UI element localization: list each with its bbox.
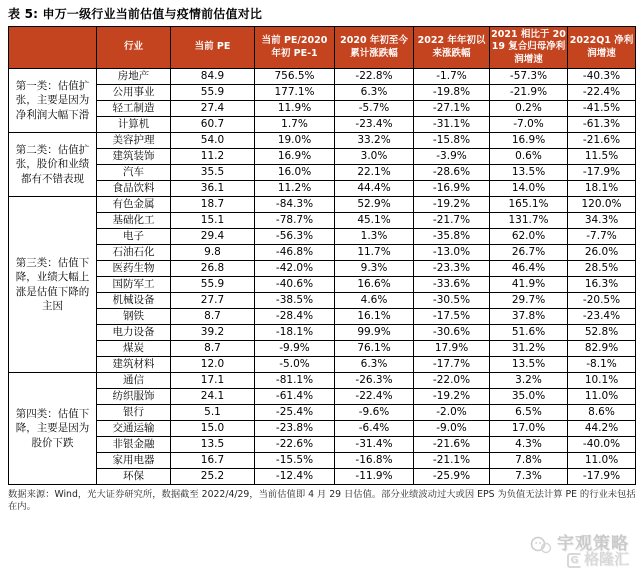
industry-cell: 计算机: [97, 117, 171, 133]
value-cell: -28.6%: [414, 165, 490, 181]
value-cell: 1.3%: [335, 229, 414, 245]
value-cell: 6.3%: [335, 357, 414, 373]
value-cell: 1.7%: [255, 117, 335, 133]
value-cell: 8.6%: [568, 405, 636, 421]
value-cell: 165.1%: [490, 197, 568, 213]
value-cell: -23.3%: [414, 261, 490, 277]
industry-cell: 有色金属: [97, 197, 171, 213]
value-cell: -9.9%: [255, 341, 335, 357]
value-cell: 11.0%: [568, 389, 636, 405]
value-cell: -19.8%: [414, 85, 490, 101]
value-cell: -38.5%: [255, 293, 335, 309]
value-cell: -40.3%: [568, 69, 636, 85]
industry-cell: 电子: [97, 229, 171, 245]
table-row: [9, 181, 636, 197]
value-cell: -19.2%: [414, 389, 490, 405]
value-cell: -12.4%: [255, 469, 335, 485]
industry-cell: 钢铁: [97, 309, 171, 325]
table-row: [9, 469, 636, 485]
value-cell: -2.0%: [414, 405, 490, 421]
value-cell: -31.1%: [414, 117, 490, 133]
value-cell: 9.3%: [335, 261, 414, 277]
value-cell: 7.3%: [490, 469, 568, 485]
value-cell: 8.7: [171, 341, 255, 357]
value-cell: -15.8%: [414, 133, 490, 149]
source-note: 数据来源：Wind，光大证券研究所，数据截至 2022/4/29，当前估值即 4 月 29 日估值。部分业绩波动过大或因 EPS 为负值无法计算 PE 的行业未包括在内。: [8, 489, 636, 513]
value-cell: -5.7%: [335, 101, 414, 117]
industry-cell: 建筑装饰: [97, 149, 171, 165]
value-cell: 13.5: [171, 437, 255, 453]
value-cell: 34.3%: [568, 213, 636, 229]
value-cell: -17.9%: [568, 469, 636, 485]
value-cell: 0.6%: [490, 149, 568, 165]
value-cell: -33.6%: [414, 277, 490, 293]
table-row: [9, 229, 636, 245]
industry-cell: 煤炭: [97, 341, 171, 357]
industry-cell: 基础化工: [97, 213, 171, 229]
table-row: [9, 309, 636, 325]
value-cell: -20.5%: [568, 293, 636, 309]
category-label-cell: 第一类：估值扩张，主要是因为净利润大幅下滑: [9, 69, 97, 133]
value-cell: -1.7%: [414, 69, 490, 85]
value-cell: -84.3%: [255, 197, 335, 213]
value-cell: -22.6%: [255, 437, 335, 453]
value-cell: 37.8%: [490, 309, 568, 325]
value-cell: -40.0%: [568, 437, 636, 453]
value-cell: 25.2: [171, 469, 255, 485]
value-cell: 9.8: [171, 245, 255, 261]
value-cell: 13.5%: [490, 357, 568, 373]
value-cell: -27.1%: [414, 101, 490, 117]
value-cell: 76.1%: [335, 341, 414, 357]
value-cell: 6.3%: [335, 85, 414, 101]
table-row: [9, 85, 636, 101]
value-cell: -42.0%: [255, 261, 335, 277]
value-cell: 16.0%: [255, 165, 335, 181]
value-cell: 11.9%: [255, 101, 335, 117]
value-cell: -23.4%: [568, 309, 636, 325]
table-row: [9, 437, 636, 453]
value-cell: 7.8%: [490, 453, 568, 469]
value-cell: 18.7: [171, 197, 255, 213]
value-cell: 26.7%: [490, 245, 568, 261]
industry-cell: 机械设备: [97, 293, 171, 309]
value-cell: 99.9%: [335, 325, 414, 341]
value-cell: 29.7%: [490, 293, 568, 309]
value-cell: -25.4%: [255, 405, 335, 421]
industry-cell: 国防军工: [97, 277, 171, 293]
value-cell: 55.9: [171, 85, 255, 101]
column-header-cell: 2022Q1 净利润增速: [568, 27, 636, 69]
table-row: [9, 453, 636, 469]
value-cell: -56.3%: [255, 229, 335, 245]
industry-cell: 公用事业: [97, 85, 171, 101]
table-row: [9, 341, 636, 357]
corner-header-cell: [9, 27, 97, 69]
valuation-comparison-table: [8, 26, 636, 485]
value-cell: -17.5%: [414, 309, 490, 325]
value-cell: 16.6%: [335, 277, 414, 293]
table-header: [9, 27, 636, 69]
value-cell: -21.9%: [490, 85, 568, 101]
value-cell: 10.1%: [568, 373, 636, 389]
value-cell: -5.0%: [255, 357, 335, 373]
table-row: [9, 261, 636, 277]
table-row: [9, 165, 636, 181]
value-cell: 51.6%: [490, 325, 568, 341]
category-label-cell: 第三类：估值下降，业绩大幅上涨是估值下降的主因: [9, 197, 97, 373]
value-cell: 17.1: [171, 373, 255, 389]
value-cell: -17.9%: [568, 165, 636, 181]
industry-cell: 电力设备: [97, 325, 171, 341]
header-row: [9, 27, 636, 69]
table-row: [9, 133, 636, 149]
value-cell: 35.5: [171, 165, 255, 181]
value-cell: 3.0%: [335, 149, 414, 165]
value-cell: 17.9%: [414, 341, 490, 357]
value-cell: 3.2%: [490, 373, 568, 389]
value-cell: 13.5%: [490, 165, 568, 181]
column-header-cell: 2021 相比于 2019 复合归母净利润增速: [490, 27, 568, 69]
value-cell: 16.3%: [568, 277, 636, 293]
value-cell: -22.4%: [568, 85, 636, 101]
column-header-cell: 当前 PE: [171, 27, 255, 69]
value-cell: -21.6%: [568, 133, 636, 149]
value-cell: 11.7%: [335, 245, 414, 261]
value-cell: 120.0%: [568, 197, 636, 213]
value-cell: 82.9%: [568, 341, 636, 357]
watermark: [530, 536, 629, 568]
industry-cell: 建筑材料: [97, 357, 171, 373]
category-label-cell: 第四类：估值下降，主要是因为股价下跌: [9, 373, 97, 485]
value-cell: -26.3%: [335, 373, 414, 389]
value-cell: 52.8%: [568, 325, 636, 341]
column-header-cell: 行业: [97, 27, 171, 69]
value-cell: -21.6%: [414, 437, 490, 453]
table-row: [9, 197, 636, 213]
value-cell: -21.1%: [414, 453, 490, 469]
value-cell: 26.8: [171, 261, 255, 277]
value-cell: 4.3%: [490, 437, 568, 453]
value-cell: 15.0: [171, 421, 255, 437]
value-cell: -28.4%: [255, 309, 335, 325]
watermark-site-text: 格隆汇: [583, 550, 629, 569]
table-body: [9, 69, 636, 485]
value-cell: -16.9%: [414, 181, 490, 197]
value-cell: -15.5%: [255, 453, 335, 469]
value-cell: 8.7: [171, 309, 255, 325]
table-row: [9, 421, 636, 437]
table-row: [9, 293, 636, 309]
industry-cell: 医药生物: [97, 261, 171, 277]
value-cell: 62.0%: [490, 229, 568, 245]
value-cell: 16.7: [171, 453, 255, 469]
value-cell: 31.2%: [490, 341, 568, 357]
value-cell: 17.0%: [490, 421, 568, 437]
table-row: [9, 357, 636, 373]
value-cell: -78.7%: [255, 213, 335, 229]
value-cell: -6.4%: [335, 421, 414, 437]
value-cell: 29.4: [171, 229, 255, 245]
value-cell: -40.6%: [255, 277, 335, 293]
value-cell: 5.1: [171, 405, 255, 421]
table-row: [9, 325, 636, 341]
value-cell: -7.7%: [568, 229, 636, 245]
value-cell: -23.8%: [255, 421, 335, 437]
table-row: [9, 149, 636, 165]
value-cell: 33.2%: [335, 133, 414, 149]
value-cell: -22.0%: [414, 373, 490, 389]
value-cell: 39.2: [171, 325, 255, 341]
column-header-cell: 2020 年初至今累计涨跌幅: [335, 27, 414, 69]
value-cell: -17.7%: [414, 357, 490, 373]
value-cell: -81.1%: [255, 373, 335, 389]
value-cell: -8.1%: [568, 357, 636, 373]
value-cell: -16.8%: [335, 453, 414, 469]
value-cell: -30.6%: [414, 325, 490, 341]
value-cell: -41.5%: [568, 101, 636, 117]
column-header-cell: 当前 PE/2020 年初 PE-1: [255, 27, 335, 69]
industry-cell: 通信: [97, 373, 171, 389]
value-cell: -13.0%: [414, 245, 490, 261]
value-cell: -46.8%: [255, 245, 335, 261]
value-cell: -9.0%: [414, 421, 490, 437]
value-cell: 84.9: [171, 69, 255, 85]
value-cell: 11.0%: [568, 453, 636, 469]
value-cell: 18.1%: [568, 181, 636, 197]
value-cell: 36.1: [171, 181, 255, 197]
value-cell: 14.0%: [490, 181, 568, 197]
value-cell: 44.4%: [335, 181, 414, 197]
value-cell: 6.5%: [490, 405, 568, 421]
value-cell: 4.6%: [335, 293, 414, 309]
value-cell: -19.2%: [414, 197, 490, 213]
table-row: [9, 69, 636, 85]
table-row: [9, 277, 636, 293]
value-cell: -22.8%: [335, 69, 414, 85]
value-cell: -11.9%: [335, 469, 414, 485]
value-cell: 44.2%: [568, 421, 636, 437]
value-cell: -23.4%: [335, 117, 414, 133]
value-cell: 16.9%: [490, 133, 568, 149]
value-cell: -3.9%: [414, 149, 490, 165]
value-cell: -35.8%: [414, 229, 490, 245]
value-cell: 131.7%: [490, 213, 568, 229]
value-cell: 60.7: [171, 117, 255, 133]
value-cell: 11.2: [171, 149, 255, 165]
value-cell: 11.5%: [568, 149, 636, 165]
value-cell: 35.0%: [490, 389, 568, 405]
value-cell: -57.3%: [490, 69, 568, 85]
value-cell: -18.1%: [255, 325, 335, 341]
value-cell: 26.0%: [568, 245, 636, 261]
value-cell: 28.5%: [568, 261, 636, 277]
value-cell: 0.2%: [490, 101, 568, 117]
value-cell: 55.9: [171, 277, 255, 293]
industry-cell: 汽车: [97, 165, 171, 181]
value-cell: 24.1: [171, 389, 255, 405]
value-cell: -61.4%: [255, 389, 335, 405]
value-cell: -7.0%: [490, 117, 568, 133]
value-cell: 19.0%: [255, 133, 335, 149]
value-cell: 52.9%: [335, 197, 414, 213]
table-title: 表 5: 申万一级行业当前估值与疫情前估值对比: [8, 7, 263, 21]
industry-cell: 轻工制造: [97, 101, 171, 117]
industry-cell: 石油石化: [97, 245, 171, 261]
table-row: [9, 245, 636, 261]
industry-cell: 环保: [97, 469, 171, 485]
table-row: [9, 117, 636, 133]
table-row: [9, 373, 636, 389]
value-cell: 41.9%: [490, 277, 568, 293]
table-row: [9, 389, 636, 405]
column-header-cell: 2022 年年初以来涨跌幅: [414, 27, 490, 69]
value-cell: 12.0: [171, 357, 255, 373]
value-cell: -22.4%: [335, 389, 414, 405]
table-row: [9, 405, 636, 421]
industry-cell: 房地产: [97, 69, 171, 85]
industry-cell: 食品饮料: [97, 181, 171, 197]
value-cell: 27.7: [171, 293, 255, 309]
industry-cell: 交通运输: [97, 421, 171, 437]
value-cell: -61.3%: [568, 117, 636, 133]
industry-cell: 美容护理: [97, 133, 171, 149]
value-cell: 27.4: [171, 101, 255, 117]
value-cell: 46.4%: [490, 261, 568, 277]
value-cell: -9.6%: [335, 405, 414, 421]
value-cell: 22.1%: [335, 165, 414, 181]
industry-cell: 纺织服饰: [97, 389, 171, 405]
table-row: [9, 101, 636, 117]
value-cell: 15.1: [171, 213, 255, 229]
chat-bubble-icon: [530, 536, 552, 554]
value-cell: -25.9%: [414, 469, 490, 485]
gelonghui-logo-icon: G: [567, 553, 582, 568]
category-label-cell: 第二类：估值扩张，股价和业绩都有不错表现: [9, 133, 97, 197]
industry-cell: 银行: [97, 405, 171, 421]
value-cell: 16.9%: [255, 149, 335, 165]
watermark-brand-text: 宇观策略: [557, 534, 629, 555]
value-cell: 177.1%: [255, 85, 335, 101]
value-cell: 54.0: [171, 133, 255, 149]
value-cell: 45.1%: [335, 213, 414, 229]
value-cell: 11.2%: [255, 181, 335, 197]
industry-cell: 家用电器: [97, 453, 171, 469]
value-cell: -31.4%: [335, 437, 414, 453]
industry-cell: 非银金融: [97, 437, 171, 453]
value-cell: 756.5%: [255, 69, 335, 85]
value-cell: -21.7%: [414, 213, 490, 229]
table-row: [9, 213, 636, 229]
value-cell: 16.1%: [335, 309, 414, 325]
value-cell: -30.5%: [414, 293, 490, 309]
